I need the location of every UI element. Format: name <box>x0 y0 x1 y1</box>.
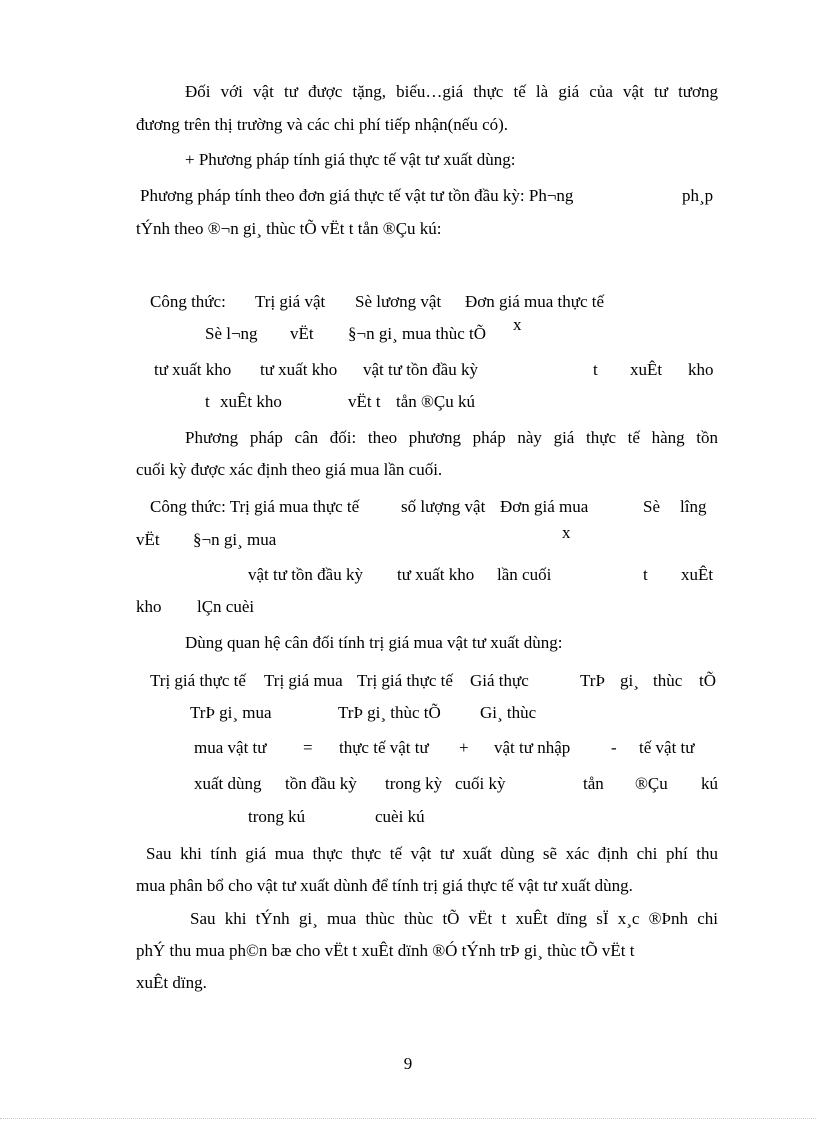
formula-term: vËt <box>290 324 314 343</box>
formula-term: xuất dùng <box>194 774 262 793</box>
paragraph-line: mua phân bổ cho vật tư xuất dùnh để tính trị giá thực tế vật tư xuất dùng. <box>136 876 633 895</box>
formula-term: Trị giá thực tế <box>150 671 246 690</box>
formula-term: xuÊt kho <box>220 392 282 411</box>
formula-term: vật tư nhập <box>494 738 571 757</box>
equals-sign: = <box>303 738 313 757</box>
formula-term: vật tư tồn đầu kỳ <box>248 565 363 584</box>
section-heading: + Phương pháp tính giá thực tế vật tư xuất dùng: <box>185 150 516 169</box>
formula-term: kho <box>136 597 162 616</box>
multiply-sign: x <box>513 315 522 334</box>
formula-term: Giá thực <box>470 671 529 690</box>
paragraph-line: Dùng quan hệ cân đối tính trị giá mua vật tư xuất dùng: <box>185 633 563 652</box>
multiply-sign: x <box>562 523 571 542</box>
formula-term: mua vật tư <box>194 738 267 757</box>
paragraph-line: đương trên thị trường và các chi phí tiếp nhận(nếu có). <box>136 115 509 134</box>
formula-term: số lượng vật <box>401 497 486 516</box>
formula-term: Trị giá mua <box>264 671 343 690</box>
paragraph-line: phÝ thu mua ph©n bæ cho vËt t xuÊt dïnh ®Ó tÝnh trÞ gi¸ thùc tÕ vËt t <box>136 941 635 960</box>
formula-term: kú <box>701 774 718 793</box>
formula-label: Công thức: <box>150 292 226 311</box>
plus-sign: + <box>459 738 469 757</box>
formula-term: kho <box>688 360 714 379</box>
formula-term: ®Çu <box>635 774 668 793</box>
formula-term: Sè l¬ng <box>205 324 258 343</box>
formula-term: thực tế vật tư <box>339 738 429 757</box>
formula-term: lîng <box>680 497 707 516</box>
formula-term: tế vật tư <box>639 738 695 757</box>
formula-label: Công thức: Trị giá mua thực tế <box>150 497 360 516</box>
formula-term: vật tư tồn đầu kỳ <box>363 360 478 379</box>
formula-term: cuèi kú <box>375 807 425 826</box>
formula-term: tư xuất kho <box>260 360 338 379</box>
paragraph-line: cuối kỳ được xác định theo giá mua lần cuối. <box>136 460 443 479</box>
formula-term: t <box>643 565 648 584</box>
formula-term: tư xuất kho <box>154 360 232 379</box>
page-number: 9 <box>403 1054 413 1073</box>
formula-term: tÕ <box>699 671 716 690</box>
paragraph-line: Phương pháp tính theo đơn giá thực tế vật tư tồn đầu kỳ: Ph¬ng <box>140 186 574 205</box>
formula-term: t <box>205 392 210 411</box>
formula-term: §¬n gi¸ mua <box>193 530 277 549</box>
formula-term: tồn đầu kỳ <box>285 774 357 793</box>
formula-term: TrÞ <box>580 671 605 690</box>
formula-term: Sè <box>643 497 660 516</box>
formula-term: lÇn cuèi <box>197 597 255 616</box>
formula-term: tư xuất kho <box>397 565 475 584</box>
formula-term: tån ®Çu kú <box>396 392 476 411</box>
paragraph-line: xuÊt dïng. <box>136 973 207 992</box>
paragraph-line: Sau khi tính giá mua thực thực tế vật tư xuất dùng sẽ xác định chi phí thu <box>146 844 718 863</box>
paragraph-line: ph¸p <box>682 186 714 205</box>
minus-sign: - <box>611 738 617 757</box>
formula-term: Đơn giá mua <box>500 497 589 516</box>
paragraph-line: Phương pháp cân đối: theo phương pháp này giá thực tế hàng tồn <box>185 428 718 447</box>
formula-term: §¬n gi¸ mua thùc tÕ <box>348 324 487 343</box>
formula-term: TrÞ gi¸ mua <box>190 703 272 722</box>
paragraph-line: Đối với vật tư được tặng, biếu…giá thực tế là giá của vật tư tương <box>185 82 718 101</box>
formula-term: thùc <box>653 671 683 690</box>
formula-term: lần cuối <box>497 565 552 584</box>
formula-term: xuÊt <box>630 360 663 379</box>
formula-term: tån <box>583 774 604 793</box>
paragraph-line: Sau khi tÝnh gi¸ mua thùc thùc tÕ vËt t xuÊt dïng sÏ x¸c ®Þnh chi <box>190 909 718 928</box>
formula-term: gi¸ <box>620 671 639 690</box>
formula-term: Đơn giá mua thực tế <box>465 292 605 311</box>
formula-term: TrÞ gi¸ thùc tÕ <box>338 703 441 722</box>
formula-term: vËt t <box>348 392 381 411</box>
formula-term: cuối kỳ <box>455 774 506 793</box>
formula-term: xuÊt <box>681 565 714 584</box>
formula-term: Trị giá thực tế <box>357 671 453 690</box>
formula-term: trong kú <box>248 807 306 826</box>
formula-term: vËt <box>136 530 160 549</box>
formula-term: Gi¸ thùc <box>480 703 537 722</box>
page-bottom-divider <box>0 1118 816 1119</box>
formula-term: t <box>593 360 598 379</box>
formula-term: trong kỳ <box>385 774 443 793</box>
formula-term: Trị giá vật <box>255 292 326 311</box>
formula-term: Sè lương vật <box>355 292 442 311</box>
paragraph-line: tÝnh theo ®¬n gi¸ thùc tÕ vËt t tån ®Çu kú: <box>136 219 442 238</box>
